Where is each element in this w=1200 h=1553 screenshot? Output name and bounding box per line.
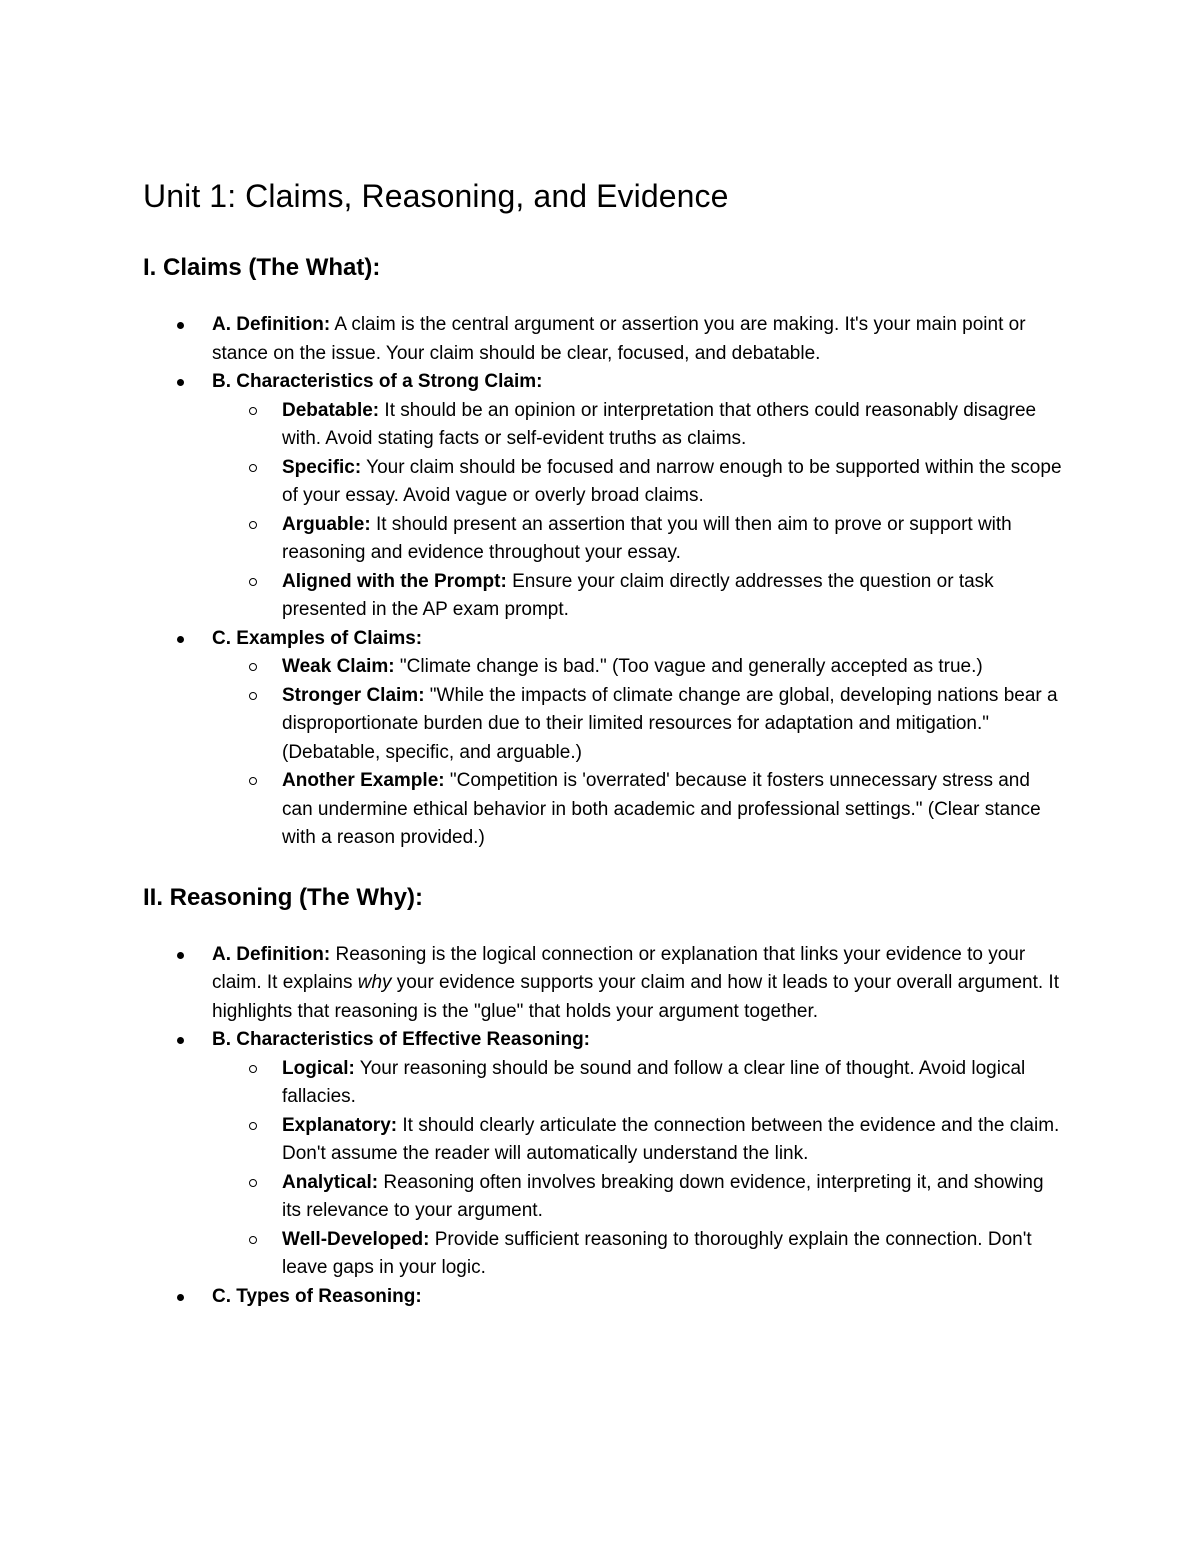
sub-item-text: "Climate change is bad." (Too vague and generally accepted as true.) [394,656,983,677]
sub-item-label: Well-Developed: [282,1228,430,1250]
sub-list [282,1055,1062,1283]
sub-item-text: Your claim should be focused and narrow enough to be supported within the scope of your essay. Avoid vague or overly broad claims. [282,456,1062,506]
sub-item-text: It should clearly articulate the connection between the evidence and the claim. Don't assume the reader will automatically understand the link. [282,1114,1060,1164]
item-label: B. Characteristics of Effective Reasoning: [212,1029,590,1050]
sub-list-item [282,1112,1062,1169]
sub-item-label: Debatable: [282,399,380,421]
sub-list-item [282,767,1062,853]
bullet-icon [177,1294,184,1301]
item-label: A. Definition: [212,943,331,965]
item-label: C. Types of Reasoning: [212,1285,422,1307]
hollow-bullet-icon [249,578,257,586]
list-item [212,941,1062,1027]
sub-item-text: Provide sufficient reasoning to thoroughly explain the connection. Don't leave gaps in your logic. [282,1228,1032,1278]
page-title: Unit 1: Claims, Reasoning, and Evidence [143,178,729,214]
item-label: B. Characteristics of a Strong Claim: [212,371,543,392]
hollow-bullet-icon [249,407,257,415]
sub-list-item [282,653,1062,682]
sub-item-label: Aligned with the Prompt: [282,570,507,592]
claims-list [212,311,1062,853]
sub-item-text: Reasoning often involves breaking down evidence, interpreting it, and showing its relevance to your argument. [282,1171,1044,1221]
sub-list-item [282,1055,1062,1112]
list-item [212,1026,1062,1283]
bullet-icon [177,379,184,386]
item-text: your evidence supports your claim and how it leads to your overall argument. It highlights that reasoning is the "glue" that holds your argument together. [212,972,1059,1022]
sub-item-text: It should present an assertion that you will then aim to prove or support with reasoning and evidence throughout your essay. [282,513,1012,563]
sub-list-item [282,682,1062,768]
item-label: A. Definition: [212,314,331,335]
hollow-bullet-icon [249,1122,257,1130]
item-emphasis: why [357,972,392,993]
hollow-bullet-icon [249,521,257,529]
sub-item-text: Ensure your claim directly addresses the question or task presented in the AP exam prompt. [282,570,994,620]
bullet-icon [177,1037,184,1044]
hollow-bullet-icon [249,1065,257,1073]
sub-list-item [282,1169,1062,1226]
sub-list-item [282,397,1062,454]
sub-item-label: Arguable: [282,513,371,535]
sub-item-text: "While the impacts of climate change are global, developing nations bear a disproportionate burden due to their limited resources for adaptation and mitigation." (Debatable, specific, and arguable.) [282,684,1058,763]
sub-list-item [282,568,1062,625]
reasoning-list [212,941,1062,1312]
item-text: Reasoning is the logical connection or explanation that links your evidence to your claim. It explains [212,943,1026,993]
list-item [212,368,1062,625]
sub-item-label: Another Example: [282,770,445,791]
hollow-bullet-icon [249,777,257,785]
section-heading-claims: I. Claims (The What): [143,254,381,281]
sub-item-text: Your reasoning should be sound and follow a clear line of thought. Avoid logical fallacies. [282,1057,1026,1107]
sub-item-text: It should be an opinion or interpretation that others could reasonably disagree with. Avoid stating facts or self-evident truths as claims. [282,399,1037,449]
sub-list [282,397,1062,625]
list-item [212,311,1062,368]
hollow-bullet-icon [249,663,257,671]
sub-item-text: "Competition is 'overrated' because it fosters unnecessary stress and can undermine ethical behavior in both academic and professional settings." (Clear stance with a reason provided.) [282,770,1041,848]
sub-list [282,653,1062,853]
item-text: A claim is the central argument or assertion you are making. It's your main point or stance on the issue. Your claim should be clear, focused, and debatable. [212,314,1026,364]
hollow-bullet-icon [249,464,257,472]
sub-item-label: Logical: [282,1057,355,1079]
sub-list-item [282,1226,1062,1283]
bullet-icon [177,952,184,959]
hollow-bullet-icon [249,1179,257,1187]
list-item [212,1283,1062,1312]
sub-list-item [282,511,1062,568]
bullet-icon [177,322,184,329]
sub-item-label: Analytical: [282,1171,379,1193]
sub-item-label: Explanatory: [282,1114,398,1136]
sub-item-label: Stronger Claim: [282,684,425,706]
bullet-icon [177,636,184,643]
hollow-bullet-icon [249,692,257,700]
hollow-bullet-icon [249,1236,257,1244]
sub-list-item [282,454,1062,511]
item-label: C. Examples of Claims: [212,627,423,649]
section-heading-reasoning: II. Reasoning (The Why): [143,883,423,911]
sub-item-label: Specific: [282,456,362,478]
list-item [212,625,1062,853]
sub-item-label: Weak Claim: [282,656,395,677]
